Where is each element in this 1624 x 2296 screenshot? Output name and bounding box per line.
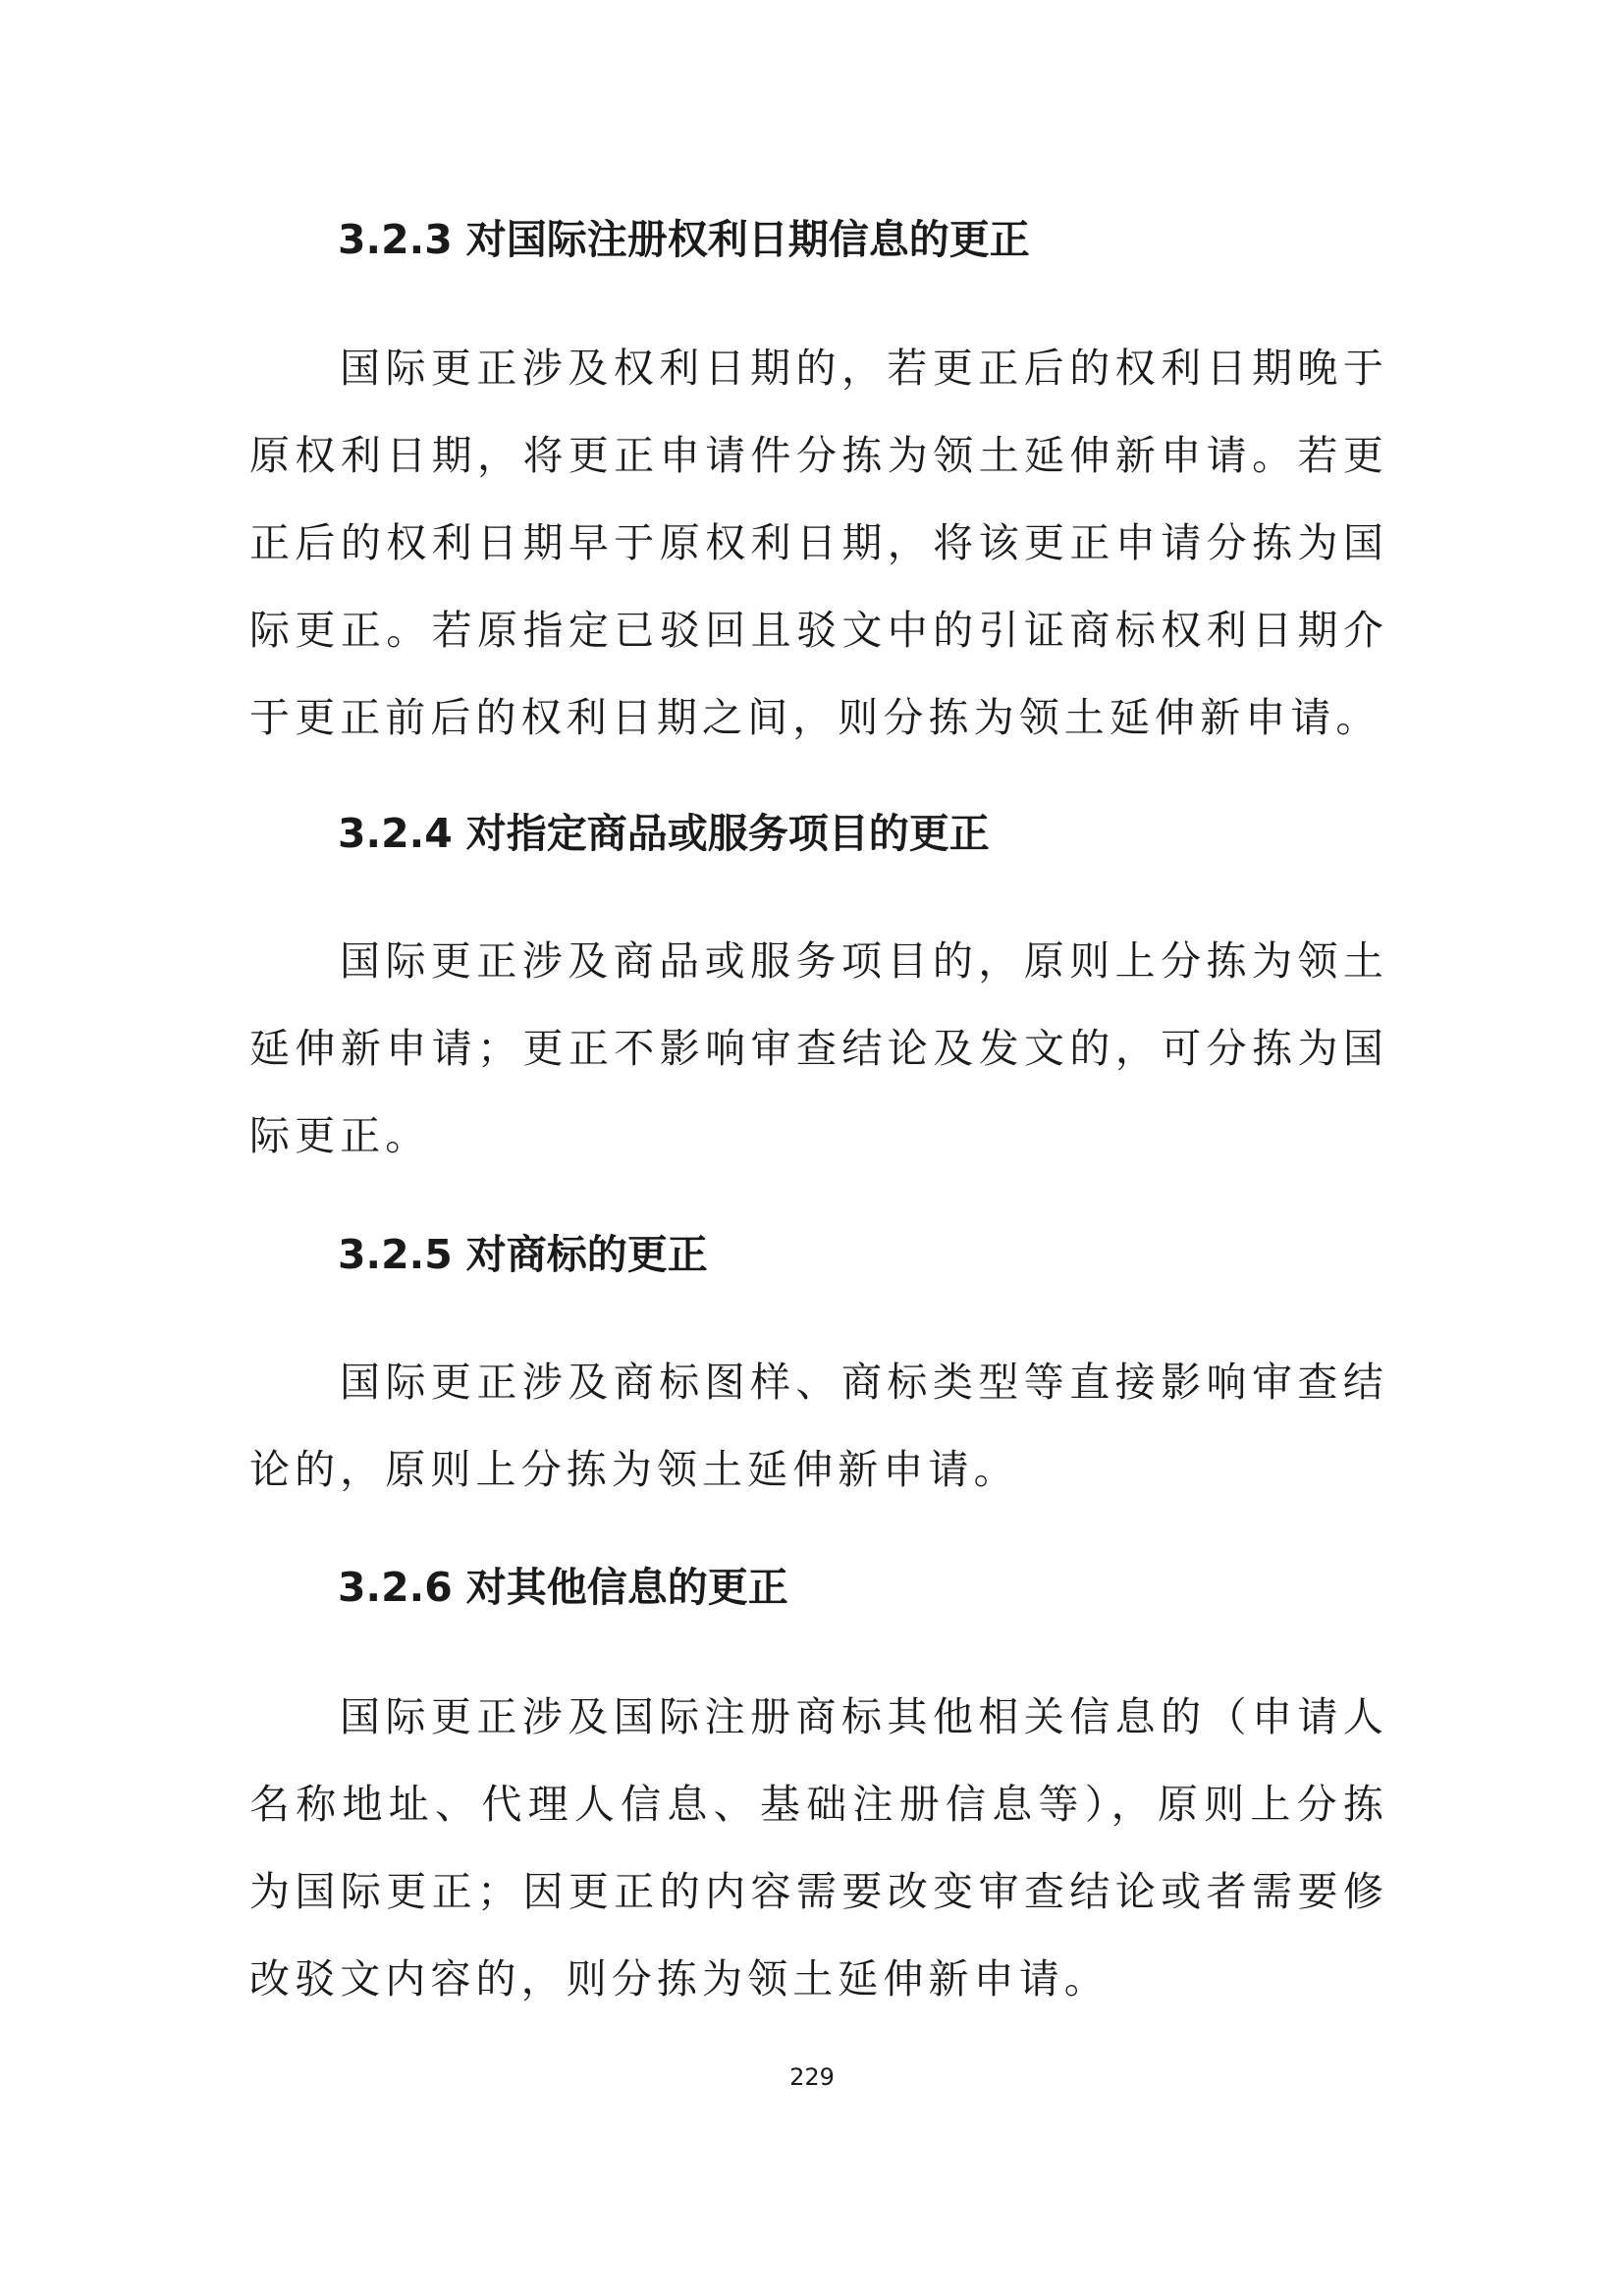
section-heading-3-2-3: [338, 216, 1030, 263]
paragraph: 国际更正涉及商品或服务项目的，原则上分拣为领土延伸新申请；更正不影响审查结论及发文的，可分拣为国际更正。: [249, 937, 1388, 1159]
section-number: 3.2.6: [338, 1564, 453, 1611]
section-body-3-2-3: [249, 325, 1388, 762]
section-heading-3-2-4: [338, 810, 990, 857]
section-title: 对商标的更正: [465, 1231, 708, 1278]
paragraph: 国际更正涉及国际注册商标其他相关信息的（申请人名称地址、代理人信息、基础注册信息等），原则上分拣为国际更正；因更正的内容需要改变审查结论或者需要修改驳文内容的，则分拣为领土延伸新申请。: [249, 1693, 1388, 2002]
section-heading-3-2-6: [338, 1564, 788, 1611]
section-number: 3.2.5: [338, 1231, 453, 1278]
section-body-3-2-6: [249, 1674, 1388, 2023]
section-heading-3-2-5: [338, 1231, 708, 1278]
page-number: 229: [789, 2063, 835, 2091]
section-body-3-2-4: [249, 918, 1388, 1180]
section-title: 对其他信息的更正: [465, 1564, 788, 1611]
section-number: 3.2.3: [338, 216, 453, 263]
section-title: 对指定商品或服务项目的更正: [465, 810, 990, 857]
paragraph: 国际更正涉及商标图样、商标类型等直接影响审查结论的，原则上分拣为领土延伸新申请。: [249, 1359, 1388, 1493]
section-body-3-2-5: [249, 1339, 1388, 1514]
section-title: 对国际注册权利日期信息的更正: [465, 216, 1030, 263]
section-number: 3.2.4: [338, 810, 453, 857]
paragraph: 国际更正涉及权利日期的，若更正后的权利日期晚于原权利日期，将更正申请件分拣为领土延伸新申请。若更正后的权利日期早于原权利日期，将该更正申请分拣为国际更正。若原指定已驳回且驳文中的引证商标权利日期介于更正前后的权利日期之间，则分拣为领土延伸新申请。: [249, 345, 1388, 741]
